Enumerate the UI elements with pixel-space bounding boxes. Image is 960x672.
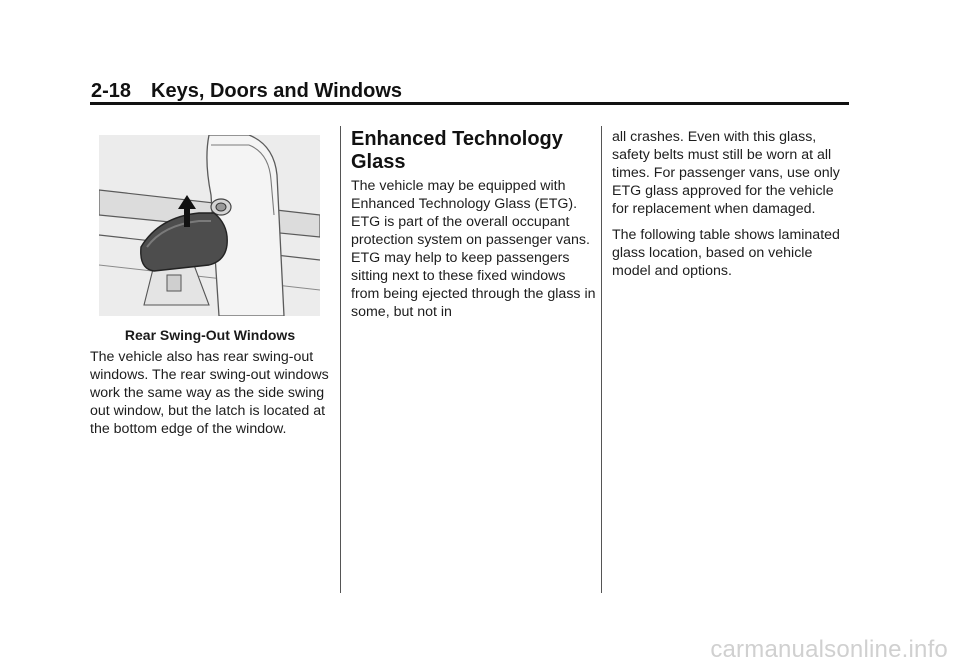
section-title: Keys, Doors and Windows bbox=[151, 80, 402, 102]
rear-swing-out-window-illustration bbox=[99, 135, 320, 316]
page-number: 2-18 bbox=[91, 80, 132, 102]
watermark: carmanualsonline.info bbox=[710, 636, 948, 663]
page-header bbox=[91, 80, 402, 103]
paragraph-etg-intro: The vehicle may be equipped with Enhanced Technology Glass (ETG). ETG is part of the overall occupant protection system on passenger vans. ETG may help to keep passengers sitting next to these fixed windows from being ejected through the glass in some, but not in bbox=[351, 178, 596, 320]
paragraph-laminated-glass-table-intro: The following table shows laminated glass location, based on vehicle model and options. bbox=[612, 227, 840, 279]
figure-caption: Rear Swing-Out Windows bbox=[124, 327, 296, 343]
header-rule bbox=[90, 102, 849, 105]
paragraph-rear-swing-out: The vehicle also has rear swing-out windows. The rear swing-out windows work the same way as the side swing out window, but the latch is located at the bottom edge of the window. bbox=[90, 349, 329, 437]
latch-illustration-svg bbox=[99, 135, 320, 316]
column-divider-left bbox=[340, 126, 341, 593]
column-divider-right bbox=[601, 126, 602, 593]
column-three bbox=[612, 128, 852, 288]
paragraph-etg-continued: all crashes. Even with this glass, safety belts must still be worn at all times. For passenger vans, use only ETG glass approved for the vehicle for replacement when damaged. bbox=[612, 129, 840, 217]
section-heading-etg: Enhanced Technology Glass bbox=[351, 128, 563, 173]
